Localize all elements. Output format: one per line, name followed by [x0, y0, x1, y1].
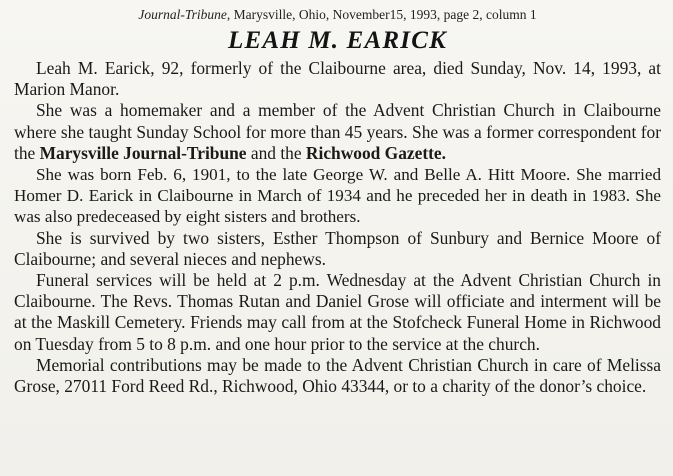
paragraph-death-notice: Leah M. Earick, 92, formerly of the Claibourne area, died Sunday, Nov. 14, 1993, at Marion Manor. [14, 58, 661, 100]
paragraph-life-conjunction: and the [246, 142, 306, 163]
paragraph-family-history: She was born Feb. 6, 1901, to the late George W. and Belle A. Hitt Moore. She married Homer D. Earick in Claibourne in March of 1934 and he preceded her in death in 1983. She was also predeceased by eight sisters and brothers. [14, 165, 661, 227]
publication-name: Journal-Tribune [138, 7, 227, 22]
paragraph-funeral-services: Funeral services will be held at 2 p.m. Wednesday at the Advent Christian Church in Claibourne. The Revs. Thomas Rutan and Daniel Grose will officiate and interment will be at the Maskill Cemetery. Friends may call from at the Stofcheck Funeral Home in Richwood on Tuesday from 5 to 8 p.m. and one hour prior to the service at the church. [14, 270, 661, 354]
publication-details: , Marysville, Ohio, November15, 1993, page 2, column 1 [226, 7, 537, 22]
paragraph-life-text: She was a homemaker and a member of the Advent Christian Church in Claibourne where she taught Sunday School for more than 45 years. She was a former correspondent for the [14, 100, 661, 163]
newspaper-name-richwood-gazette: Richwood Gazette. [305, 142, 446, 163]
obituary-body [14, 58, 661, 397]
paragraph-memorial-contributions: Memorial contributions may be made to the Advent Christian Church in care of Melissa Grose, 27011 Ford Reed Rd., Richwood, Ohio 43344, or to a charity of the donor’s choice. [14, 354, 661, 397]
paragraph-life [14, 100, 661, 164]
paragraph-survivors: She is survived by two sisters, Esther Thompson of Sunbury and Bernice Moore of Claibourne; and several nieces and nephews. [14, 227, 661, 269]
newspaper-name-journal-tribune: Marysville Journal-Tribune [39, 142, 247, 163]
obituary-headline: LEAH M. EARICK [228, 27, 447, 54]
source-citation [14, 7, 661, 23]
